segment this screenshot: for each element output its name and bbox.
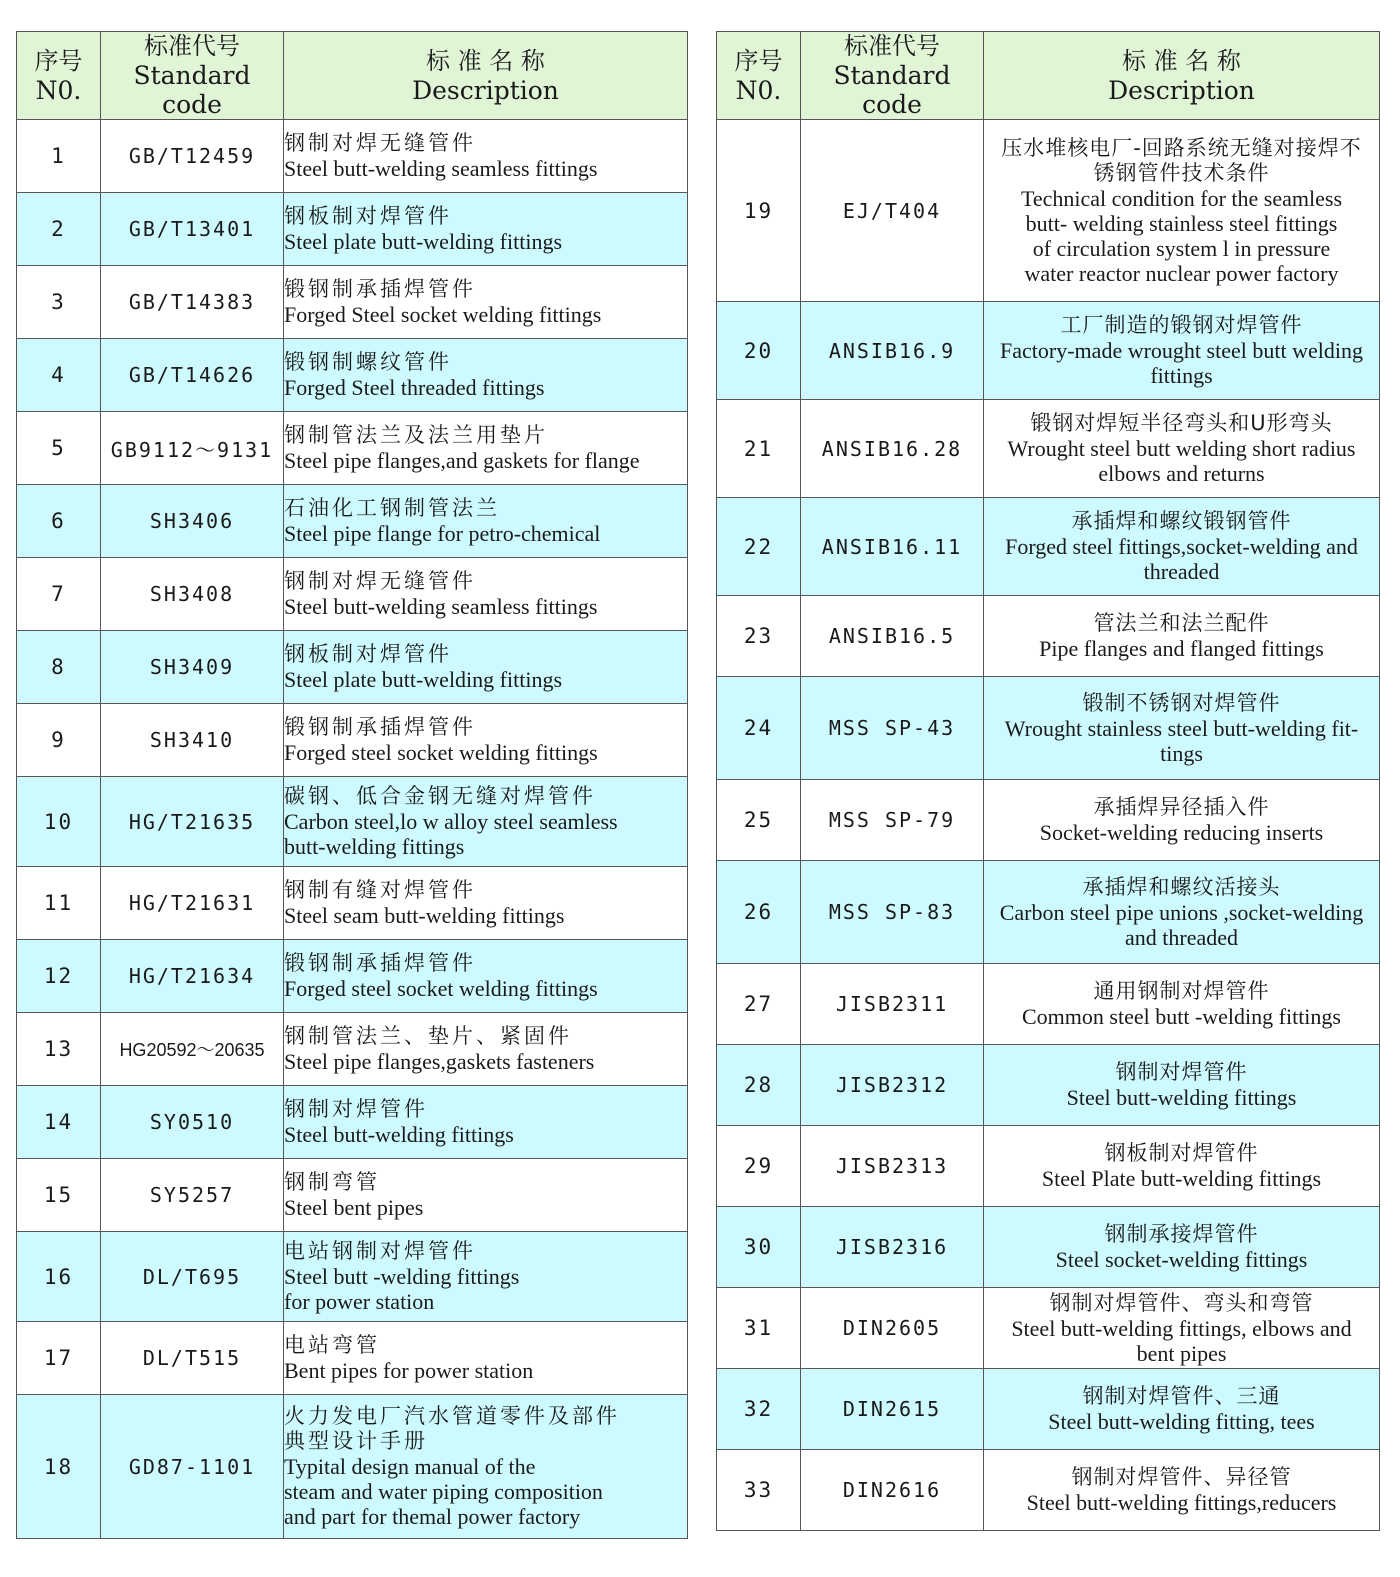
standard-code: HG/T21634 (101, 940, 284, 1013)
description-cell (284, 631, 688, 704)
description-cell (984, 1288, 1380, 1369)
row-number: 18 (17, 1395, 101, 1539)
description-en: Steel Plate butt-welding fittings (1041, 1166, 1322, 1191)
table-row (17, 867, 688, 940)
description-zh: 钢制对焊管件 (284, 1097, 428, 1121)
standard-code: SH3410 (101, 704, 284, 777)
description-zh: 钢制对焊无缝管件 (284, 569, 476, 593)
row-number: 3 (17, 266, 101, 339)
description-cell (984, 302, 1380, 400)
description-zh: 钢板制对焊管件 (284, 642, 452, 666)
standard-code: SY0510 (101, 1086, 284, 1159)
description-zh: 电站钢制对焊管件 (284, 1239, 476, 1263)
description-zh: 碳钢、低合金钢无缝对焊管件 (284, 784, 596, 808)
description-cell (984, 400, 1380, 498)
description-en: Steel butt-welding fittings, elbows and bent pipes (1011, 1315, 1352, 1366)
description-zh: 钢制承接焊管件 (1104, 1222, 1259, 1246)
description-zh: 钢制对焊管件、异径管 (1071, 1465, 1292, 1489)
standard-code: DIN2605 (801, 1288, 984, 1369)
row-number: 19 (717, 120, 801, 302)
standard-code: MSS SP-79 (801, 780, 984, 861)
description-zh: 通用钢制对焊管件 (1093, 979, 1270, 1003)
row-number: 11 (17, 867, 101, 940)
table-row (717, 1369, 1380, 1450)
table-row (17, 1232, 688, 1322)
header-desc-en: Description (412, 75, 559, 105)
standard-code: GB/T12459 (101, 120, 284, 193)
description-cell (984, 677, 1380, 780)
header-code-en: Standard code (133, 61, 251, 119)
table-row (717, 120, 1380, 302)
row-number: 2 (17, 193, 101, 266)
row-number: 23 (717, 596, 801, 677)
description-zh: 钢制有缝对焊管件 (284, 878, 476, 902)
description-cell (284, 1086, 688, 1159)
table-row (17, 1159, 688, 1232)
standard-code: GB/T14383 (101, 266, 284, 339)
description-zh: 工厂制造的锻钢对焊管件 (1060, 313, 1303, 337)
description-cell (284, 120, 688, 193)
description-zh: 钢制对焊无缝管件 (284, 131, 476, 155)
table-row (17, 704, 688, 777)
description-zh: 承插焊异径插入件 (1093, 795, 1270, 819)
header-no (17, 32, 101, 120)
description-cell (984, 1450, 1380, 1531)
table-row (17, 1322, 688, 1395)
table-row (17, 193, 688, 266)
table-row (17, 339, 688, 412)
description-zh: 钢制对焊管件、三通 (1082, 1384, 1281, 1408)
description-zh: 钢制管法兰及法兰用垫片 (284, 423, 548, 447)
standard-code: DIN2616 (801, 1450, 984, 1531)
description-en: Pipe flanges and flanged fittings (1039, 636, 1324, 661)
description-cell (284, 558, 688, 631)
header-no-en: N0. (735, 75, 782, 105)
description-en: Steel butt -welding fittings for power station (284, 1264, 520, 1314)
header-desc-zh: 标 准 名 称 (426, 46, 545, 75)
description-cell (984, 1369, 1380, 1450)
description-en: Forged steel socket welding fittings (284, 740, 598, 765)
description-zh: 钢板制对焊管件 (284, 204, 452, 228)
row-number: 28 (717, 1045, 801, 1126)
row-number: 27 (717, 964, 801, 1045)
table-row (717, 400, 1380, 498)
row-number: 14 (17, 1086, 101, 1159)
table-row (717, 1450, 1380, 1531)
description-en: Steel pipe flanges,and gaskets for flange (284, 448, 640, 473)
description-zh: 钢制对焊管件 (1115, 1060, 1248, 1084)
description-en: Steel socket-welding fittings (1055, 1247, 1308, 1272)
description-cell (284, 777, 688, 867)
description-zh: 锻制不锈钢对焊管件 (1082, 690, 1281, 715)
description-en: Steel butt-welding fittings,reducers (1026, 1490, 1337, 1515)
description-zh: 钢制管法兰、垫片、紧固件 (284, 1024, 572, 1048)
standards-table-right (716, 31, 1380, 1531)
header-description (284, 32, 688, 120)
row-number: 29 (717, 1126, 801, 1207)
description-en: Carbon steel,lo w alloy steel seamless butt-welding fittings (284, 809, 618, 859)
standard-code: SY5257 (101, 1159, 284, 1232)
standard-code: GB9112～9131 (101, 412, 284, 485)
description-en: Steel plate butt-welding fittings (284, 229, 563, 254)
row-number: 17 (17, 1322, 101, 1395)
description-en: Socket-welding reducing inserts (1039, 820, 1324, 845)
table-row (717, 964, 1380, 1045)
description-cell (284, 1159, 688, 1232)
description-cell (284, 1013, 688, 1086)
description-en: Forged steel socket welding fittings (284, 976, 598, 1001)
description-en: Steel pipe flange for petro-chemical (284, 521, 601, 546)
description-cell (984, 596, 1380, 677)
description-zh: 钢制弯管 (284, 1170, 380, 1194)
description-en: Forged Steel threaded fittings (284, 375, 545, 400)
description-zh: 石油化工钢制管法兰 (284, 496, 500, 520)
standard-code: SH3409 (101, 631, 284, 704)
standard-code: GB/T14626 (101, 339, 284, 412)
standard-code: JISB2312 (801, 1045, 984, 1126)
standard-code: DL/T695 (101, 1232, 284, 1322)
table-header-row (717, 32, 1380, 120)
description-zh: 火力发电厂汽水管道零件及部件 典型设计手册 (284, 1404, 620, 1453)
table-header-row (17, 32, 688, 120)
description-en: Technical condition for the seamless butt- welding stainless steel fittings of circulation system l in pressure water reactor nuclear power factory (1020, 185, 1343, 286)
row-number: 5 (17, 412, 101, 485)
description-cell (984, 964, 1380, 1045)
description-cell (984, 1126, 1380, 1207)
table-row (17, 1395, 688, 1539)
row-number: 32 (717, 1369, 801, 1450)
header-no-en: N0. (35, 75, 82, 105)
table-row (17, 777, 688, 867)
standard-code: DIN2615 (801, 1369, 984, 1450)
header-code-en: Standard code (833, 61, 951, 119)
standard-code: ANSIB16.9 (801, 302, 984, 400)
description-cell (284, 704, 688, 777)
row-number: 10 (17, 777, 101, 867)
table-row (717, 1207, 1380, 1288)
table-row (17, 558, 688, 631)
standards-table-left (16, 31, 688, 1539)
description-cell (284, 485, 688, 558)
table-row (17, 485, 688, 558)
description-cell (284, 1322, 688, 1395)
row-number: 33 (717, 1450, 801, 1531)
description-cell (284, 339, 688, 412)
header-no-zh: 序号 (734, 46, 783, 75)
description-en: Wrought stainless steel butt-welding fit- tings (1004, 715, 1359, 766)
description-zh: 锻钢制承插焊管件 (284, 715, 476, 739)
description-en: Bent pipes for power station (284, 1358, 534, 1383)
standard-code: ANSIB16.28 (801, 400, 984, 498)
description-en: Steel butt-welding seamless fittings (284, 594, 598, 619)
row-number: 15 (17, 1159, 101, 1232)
standard-code: GB/T13401 (101, 193, 284, 266)
row-number: 7 (17, 558, 101, 631)
description-cell (284, 1395, 688, 1539)
description-zh: 电站弯管 (284, 1333, 380, 1357)
table-row (17, 940, 688, 1013)
description-cell (984, 861, 1380, 964)
standard-code: JISB2316 (801, 1207, 984, 1288)
description-zh: 管法兰和法兰配件 (1093, 611, 1270, 635)
row-number: 26 (717, 861, 801, 964)
description-cell (284, 412, 688, 485)
description-cell (284, 1232, 688, 1322)
row-number: 24 (717, 677, 801, 780)
standard-code: HG/T21635 (101, 777, 284, 867)
description-en: Steel plate butt-welding fittings (284, 667, 563, 692)
description-en: Steel pipe flanges,gaskets fasteners (284, 1049, 595, 1074)
table-row (17, 1013, 688, 1086)
table-row (717, 1045, 1380, 1126)
description-en: Factory-made wrought steel butt welding fittings (1000, 338, 1363, 388)
description-cell (984, 120, 1380, 302)
standard-code: HG/T21631 (101, 867, 284, 940)
standard-code: EJ/T404 (801, 120, 984, 302)
description-en: Wrought steel butt welding short radius elbows and returns (1007, 436, 1356, 486)
header-code-zh: 标准代号 (844, 32, 940, 60)
table-row (717, 498, 1380, 596)
table-row (17, 1086, 688, 1159)
description-cell (284, 867, 688, 940)
standard-code: SH3408 (101, 558, 284, 631)
row-number: 30 (717, 1207, 801, 1288)
header-code (801, 32, 984, 120)
standard-code: SH3406 (101, 485, 284, 558)
row-number: 8 (17, 631, 101, 704)
header-code-zh: 标准代号 (144, 32, 240, 60)
row-number: 25 (717, 780, 801, 861)
row-number: 20 (717, 302, 801, 400)
table-row (717, 677, 1380, 780)
description-en: Forged steel fittings,socket-welding and threaded (1005, 534, 1358, 584)
description-zh: 承插焊和螺纹活接头 (1082, 874, 1281, 899)
table-row (717, 596, 1380, 677)
description-en: Carbon steel pipe unions ,socket-welding and threaded (999, 899, 1364, 950)
description-en: Typital design manual of the steam and water piping composition and part for themal power factory (284, 1454, 603, 1529)
row-number: 1 (17, 120, 101, 193)
table-row (717, 780, 1380, 861)
row-number: 9 (17, 704, 101, 777)
header-desc-zh: 标 准 名 称 (1122, 46, 1241, 75)
row-number: 31 (717, 1288, 801, 1369)
row-number: 12 (17, 940, 101, 1013)
standard-code: GD87-1101 (101, 1395, 284, 1539)
table-row (17, 412, 688, 485)
description-en: Steel butt-welding fittings (284, 1122, 514, 1147)
description-zh: 锻钢对焊短半径弯头和U形弯头 (1030, 411, 1333, 435)
description-en: Steel butt-welding fitting, tees (1048, 1409, 1315, 1434)
description-en: Steel seam butt-welding fittings (284, 903, 565, 928)
description-zh: 承插焊和螺纹锻钢管件 (1071, 509, 1292, 533)
header-code (101, 32, 284, 120)
description-zh: 锻钢制螺纹管件 (284, 350, 452, 374)
row-number: 13 (17, 1013, 101, 1086)
standard-code: HG20592～20635 (101, 1013, 284, 1086)
standard-code: MSS SP-43 (801, 677, 984, 780)
header-desc-en: Description (1108, 75, 1255, 105)
standard-code: JISB2313 (801, 1126, 984, 1207)
header-no (717, 32, 801, 120)
description-zh: 钢制对焊管件、弯头和弯管 (1049, 1290, 1314, 1315)
row-number: 22 (717, 498, 801, 596)
table-row (17, 631, 688, 704)
row-number: 4 (17, 339, 101, 412)
table-row (717, 861, 1380, 964)
description-cell (284, 193, 688, 266)
standard-code: DL/T515 (101, 1322, 284, 1395)
standard-code: MSS SP-83 (801, 861, 984, 964)
header-description (984, 32, 1380, 120)
description-en: Forged Steel socket welding fittings (284, 302, 602, 327)
description-cell (284, 266, 688, 339)
description-cell (284, 940, 688, 1013)
description-zh: 锻钢制承插焊管件 (284, 951, 476, 975)
description-zh: 锻钢制承插焊管件 (284, 277, 476, 301)
description-en: Steel bent pipes (284, 1195, 424, 1220)
table-row (717, 302, 1380, 400)
description-en: Steel butt-welding fittings (1066, 1085, 1297, 1110)
row-number: 21 (717, 400, 801, 498)
description-cell (984, 498, 1380, 596)
description-en: Steel butt-welding seamless fittings (284, 156, 598, 181)
standard-code: ANSIB16.5 (801, 596, 984, 677)
table-row (17, 120, 688, 193)
description-en: Common steel butt -welding fittings (1022, 1004, 1341, 1029)
description-cell (984, 1045, 1380, 1126)
standard-code: JISB2311 (801, 964, 984, 1045)
standard-code: ANSIB16.11 (801, 498, 984, 596)
description-cell (984, 1207, 1380, 1288)
table-row (717, 1126, 1380, 1207)
table-row (717, 1288, 1380, 1369)
row-number: 6 (17, 485, 101, 558)
table-row (17, 266, 688, 339)
description-zh: 压水堆核电厂-回路系统无缝对接焊不 锈钢管件技术条件 (1001, 135, 1362, 185)
row-number: 16 (17, 1232, 101, 1322)
description-cell (984, 780, 1380, 861)
description-zh: 钢板制对焊管件 (1104, 1141, 1259, 1165)
header-no-zh: 序号 (34, 46, 83, 75)
